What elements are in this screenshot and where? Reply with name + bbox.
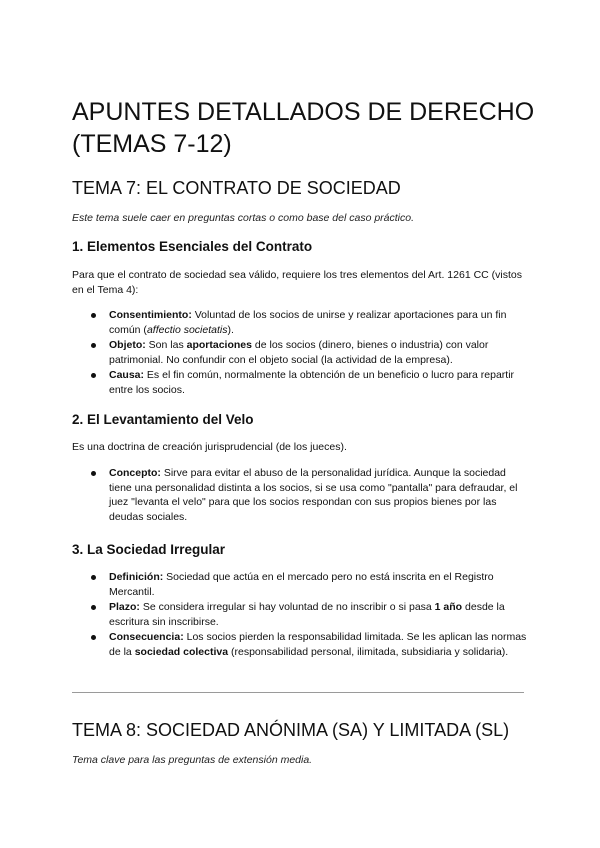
horizontal-divider — [72, 692, 524, 693]
bullet-icon — [91, 471, 96, 476]
tema8-note: Tema clave para las preguntas de extensión media. — [72, 754, 313, 766]
list-item: Plazo: Se considera irregular si hay voluntad de no inscribir o si pasa 1 año desde la escritura sin inscribirse. — [72, 600, 528, 629]
bullet-icon — [91, 373, 96, 378]
document-title: APUNTES DETALLADOS DE DERECHO (TEMAS 7-12) — [72, 98, 535, 158]
list-item: Objeto: Son las aportaciones de los socios (dinero, bienes o industria) con valor patrimonial. No confundir con el objeto social (la actividad de la empresa). — [72, 338, 528, 367]
section-2-intro: Es una doctrina de creación jurisprudencial (de los jueces). — [72, 441, 347, 453]
list-item: Consentimiento: Voluntad de los socios de unirse y realizar aportaciones para un fin común (affectio societatis). — [72, 308, 528, 337]
bullet-icon — [91, 343, 96, 348]
section-1-intro: Para que el contrato de sociedad sea válido, requiere los tres elementos del Art. 1261 CC (vistos en el Tema 4): — [72, 269, 522, 296]
list-item: Definición: Sociedad que actúa en el mercado pero no está inscrita en el Registro Mercantil. — [72, 570, 528, 599]
list-item: Concepto: Sirve para evitar el abuso de la personalidad jurídica. Aunque la sociedad tiene una personalidad distinta a los socios, si se usa como "pantalla" para defraudar, el juez "levanta el velo" para que los socios respondan con sus propios bienes por las deudas sociales. — [72, 466, 528, 524]
section-3-list — [72, 570, 528, 660]
section-1-heading: 1. Elementos Esenciales del Contrato — [72, 239, 313, 254]
section-2-list — [72, 466, 528, 525]
bullet-icon — [91, 635, 96, 640]
tema7-note: Este tema suele caer en preguntas cortas o como base del caso práctico. — [72, 212, 415, 224]
bullet-icon — [91, 313, 96, 318]
bullet-icon — [91, 575, 96, 580]
section-2-heading: 2. El Levantamiento del Velo — [72, 412, 254, 427]
tema8-title: TEMA 8: SOCIEDAD ANÓNIMA (SA) Y LIMITADA (SL) — [72, 720, 510, 740]
section-3-heading: 3. La Sociedad Irregular — [72, 542, 226, 557]
section-1-list — [72, 308, 528, 398]
bullet-icon — [91, 605, 96, 610]
tema7-title: TEMA 7: EL CONTRATO DE SOCIEDAD — [72, 178, 401, 198]
list-item: Consecuencia: Los socios pierden la responsabilidad limitada. Se les aplican las normas de la sociedad colectiva (responsabilidad personal, ilimitada, subsidiaria y solidaria). — [72, 630, 528, 659]
list-item: Causa: Es el fin común, normalmente la obtención de un beneficio o lucro para repartir entre los socios. — [72, 368, 528, 397]
